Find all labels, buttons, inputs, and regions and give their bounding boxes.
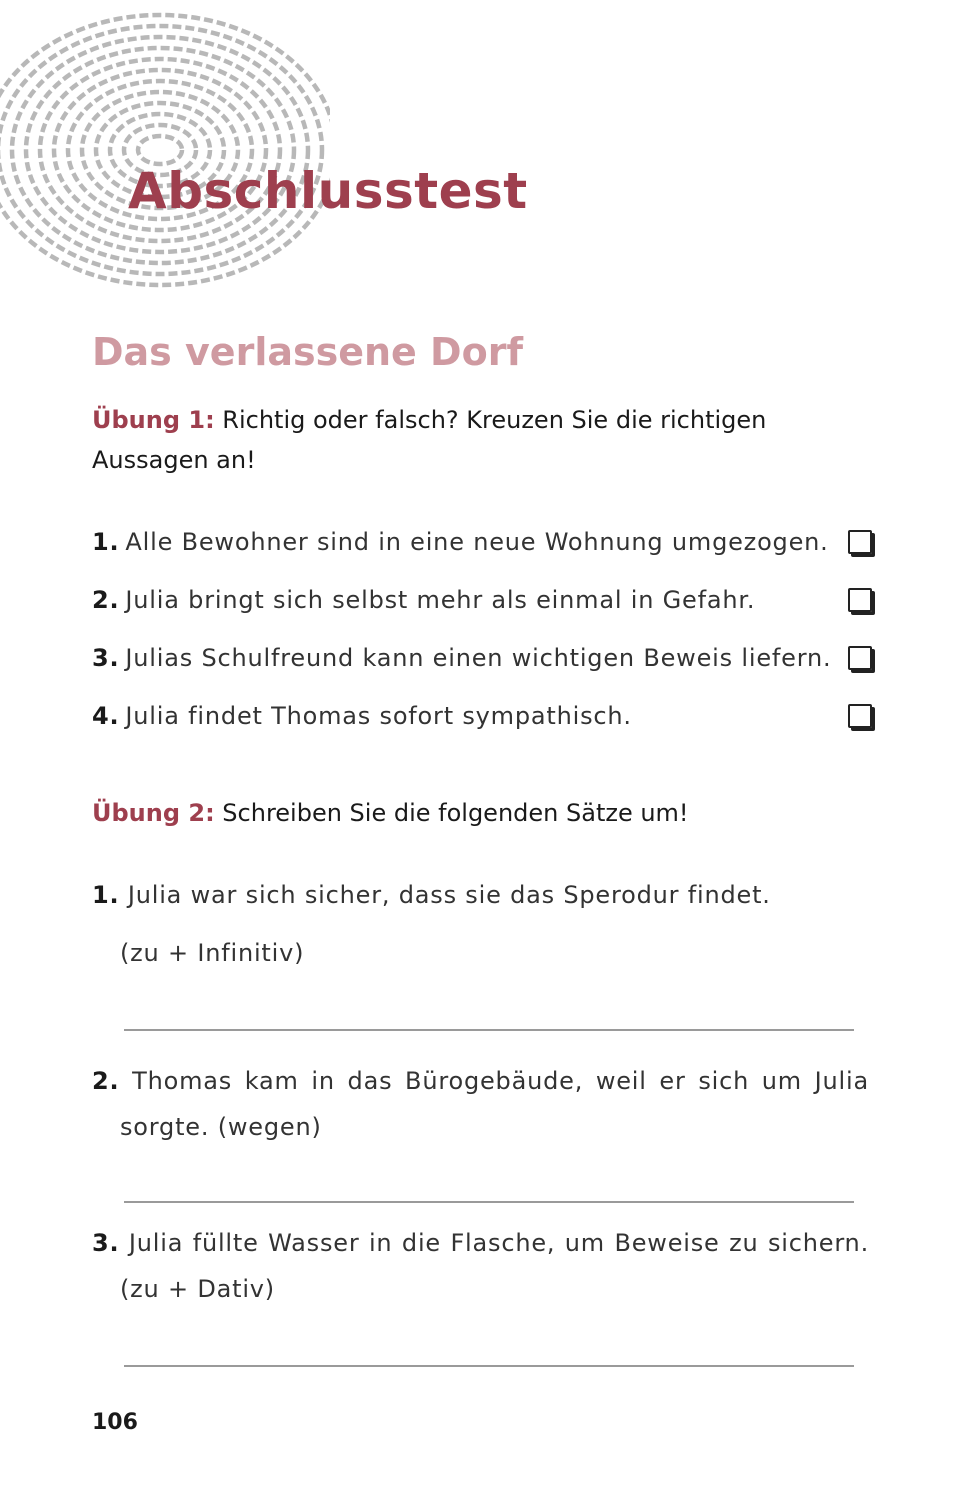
item-number: 2. — [92, 586, 120, 614]
exercise-2-item — [92, 1220, 869, 1312]
item-text: Julia füllte Wasser in die Flasche, um Beweise zu sichern. (zu + Dativ) — [120, 1229, 869, 1303]
item-text: Julia findet Thomas sofort sympathisch. — [125, 702, 632, 730]
exercise-1-item — [92, 693, 872, 739]
item-text: Julia bringt sich selbst mehr als einmal in Gefahr. — [125, 586, 756, 614]
item-text: Julias Schulfreund kann einen wichtigen Beweis liefern. — [125, 644, 832, 672]
exercise-2-label: Übung 2: — [92, 799, 215, 827]
item-hint: (zu + Infinitiv) — [120, 939, 305, 967]
item-number: 2. — [92, 1067, 120, 1095]
answer-line[interactable] — [124, 1365, 854, 1367]
answer-line[interactable] — [124, 1029, 854, 1031]
fingerprint-icon — [0, 0, 330, 300]
exercise-2-item — [92, 1058, 869, 1150]
item-number: 4. — [92, 702, 120, 730]
answer-checkbox[interactable] — [848, 588, 872, 612]
answer-checkbox[interactable] — [848, 646, 872, 670]
item-text: Alle Bewohner sind in eine neue Wohnung umgezogen. — [125, 528, 829, 556]
item-number: 3. — [92, 644, 120, 672]
item-number: 3. — [92, 1229, 120, 1257]
answer-line[interactable] — [124, 1201, 854, 1203]
item-number: 1. — [92, 881, 120, 909]
answer-checkbox[interactable] — [848, 704, 872, 728]
exercise-1-heading — [92, 400, 872, 480]
page-number: 106 — [92, 1410, 138, 1435]
exercise-1-item — [92, 519, 872, 565]
exercise-1-instruction: Richtig oder falsch? Kreuzen Sie die richtigen Aussagen an! — [92, 406, 767, 474]
item-number: 1. — [92, 528, 120, 556]
answer-checkbox[interactable] — [848, 530, 872, 554]
exercise-1-label: Übung 1: — [92, 406, 215, 434]
section-subtitle: Das verlassene Dorf — [92, 330, 523, 374]
exercise-2-instruction: Schreiben Sie die folgenden Sätze um! — [214, 799, 689, 827]
item-text: Julia war sich sicher, dass sie das Sperodur findet. — [127, 881, 771, 909]
exercise-2-item — [92, 872, 869, 976]
page-title: Abschlusstest — [128, 162, 528, 220]
item-text: Thomas kam in das Bürogebäude, weil er sich um Julia sorgte. (wegen) — [120, 1067, 869, 1141]
exercise-2-heading — [92, 793, 872, 833]
exercise-1-item — [92, 635, 872, 681]
exercise-1-item — [92, 577, 872, 623]
